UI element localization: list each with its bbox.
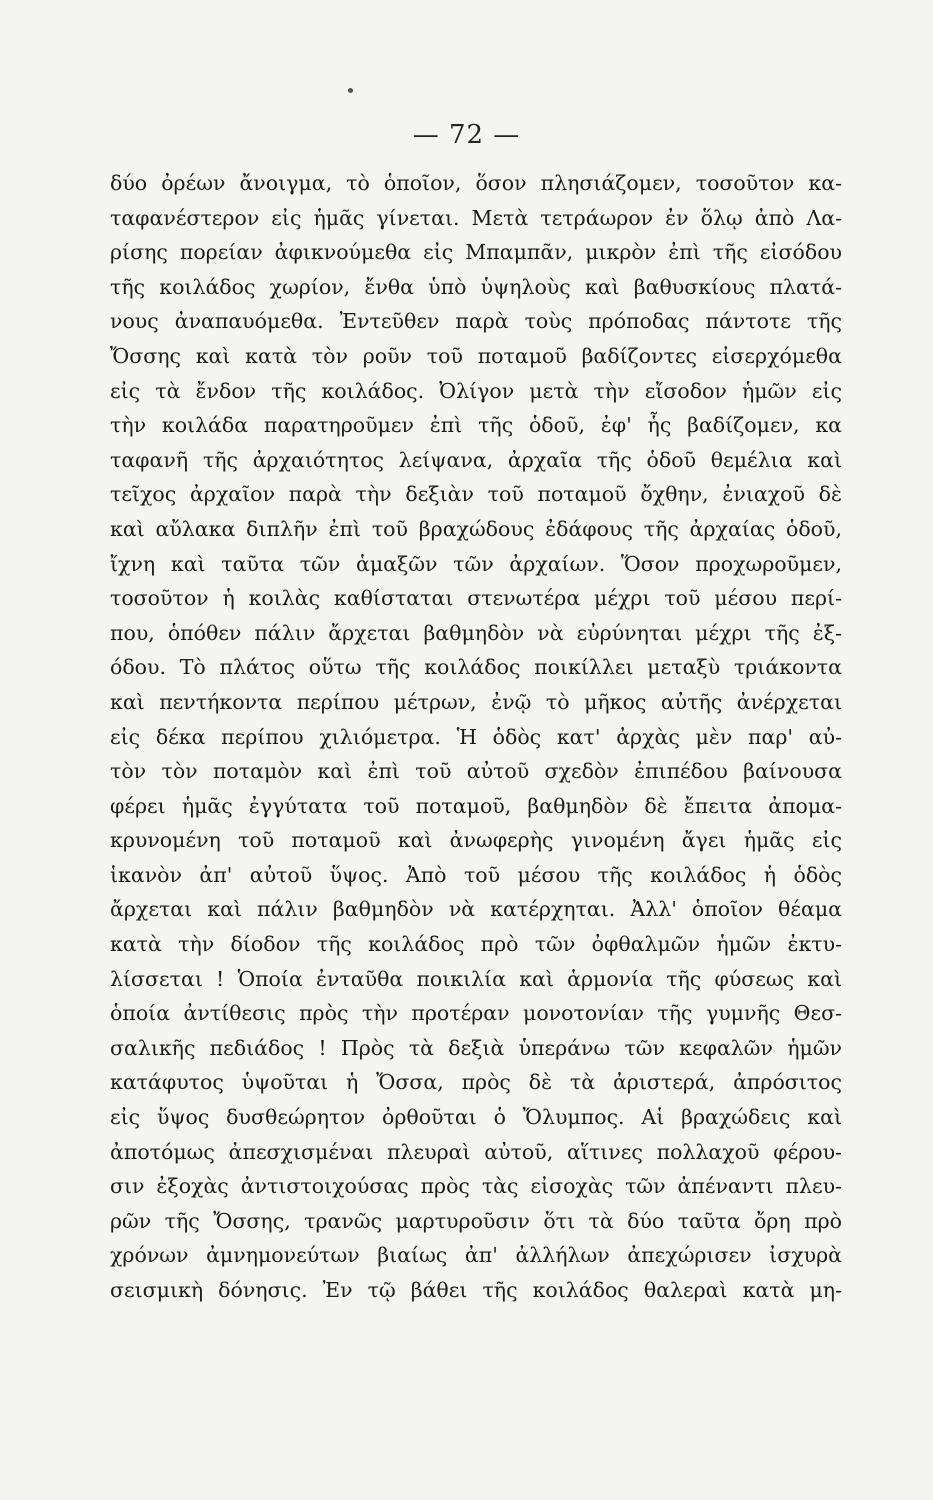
text-line: όδου. Τὸ πλάτος οὕτω τῆς κοιλάδος ποικίλλει μεταξὺ τριάκοντα (110, 655, 842, 680)
text-line: εἰς τὰ ἔνδον τῆς κοιλάδος. Ὀλίγον μετὰ τὴν εἴσοδον ἡμῶν εἰς (110, 378, 842, 403)
text-line: καὶ αὔλακα διπλῆν ἐπὶ τοῦ βραχώδους ἐδάφους τῆς ἀρχαίας ὁδοῦ, (110, 516, 842, 541)
text-line: ρίσης πορείαν ἀφικνούμεθα εἰς Μπαμπᾶν, μικρὸν ἐπὶ τῆς εἰσόδου (110, 240, 842, 265)
text-line: κατάφυτος ὑψοῦται ἡ Ὄσσα, πρὸς δὲ τὰ ἀριστερά, ἀπρόσιτος (110, 1070, 842, 1095)
text-line: ταφανέστερον εἰς ἡμᾶς γίνεται. Μετὰ τετράωρον ἐν ὅλῳ ἀπὸ Λα- (110, 205, 842, 230)
text-line: Ὄσσης καὶ κατὰ τὸν ροῦν τοῦ ποταμοῦ βαδίζοντες εἰσερχόμεθα (110, 343, 842, 368)
text-line: ρῶν τῆς Ὄσσης, τρανῶς μαρτυροῦσιν ὅτι τὰ δύο ταῦτα ὄρη πρὸ (110, 1208, 842, 1233)
body-text (110, 166, 842, 1308)
text-line: νους ἀναπαυόμεθα. Ἐντεῦθεν παρὰ τοὺς πρόποδας πάντοτε τῆς (110, 309, 842, 334)
ink-speck (348, 88, 353, 93)
text-line: σεισμικὴ δόνησις. Ἐν τῷ βάθει τῆς κοιλάδος θαλεραὶ κατὰ μη- (110, 1278, 842, 1302)
text-line: χρόνων ἀμνημονεύτων βιαίως ἀπ' ἀλλήλων ἀπεχώρισεν ἰσχυρὰ (110, 1243, 842, 1268)
text-line: κρυνομένη τοῦ ποταμοῦ καὶ ἀνωφερὴς γινομένη ἄγει ἡμᾶς εἰς (110, 828, 842, 853)
text-line: ἀποτόμως ἀπεσχισμέναι πλευραὶ αὐτοῦ, αἵτινες πολλαχοῦ φέρου- (110, 1139, 842, 1164)
text-line: εἰς ὕψος δυσθεώρητον ὀρθοῦται ὁ Ὄλυμπος. Αἱ βραχώδεις καὶ (110, 1105, 842, 1130)
text-line: που, ὁπόθεν πάλιν ἄρχεται βαθμηδὸν νὰ εὐρύνηται μέχρι τῆς ἐξ- (110, 620, 842, 645)
text-line: φέρει ἡμᾶς ἐγγύτατα τοῦ ποταμοῦ, βαθμηδὸν δὲ ἔπειτα ἀπομα- (110, 793, 842, 818)
text-line: ἄρχεται καὶ πάλιν βαθμηδὸν νὰ κατέρχηται. Ἀλλ' ὁποῖον θέαμα (110, 897, 842, 922)
text-line: ἱκανὸν ἀπ' αὐτοῦ ὕψος. Ἀπὸ τοῦ μέσου τῆς κοιλάδος ἡ ὁδὸς (110, 862, 842, 887)
text-line: δύο ὀρέων ἄνοιγμα, τὸ ὁποῖον, ὅσον πλησιάζομεν, τοσοῦτον κα- (110, 171, 842, 195)
text-line: τῆς κοιλάδος χωρίον, ἔνθα ὑπὸ ὑψηλοὺς καὶ βαθυσκίους πλατά- (110, 274, 842, 299)
text-line: κατὰ τὴν δίοδον τῆς κοιλάδος πρὸ τῶν ὀφθαλμῶν ἡμῶν ἐκτυ- (110, 932, 842, 957)
text-line: ὁποία ἀντίθεσις πρὸς τὴν προτέραν μονοτονίαν τῆς γυμνῆς Θεσ- (110, 1001, 842, 1026)
text-line: λίσσεται ! Ὁποία ἐνταῦθα ποικιλία καὶ ἁρμονία τῆς φύσεως καὶ (110, 966, 842, 991)
text-line: ταφανῆ τῆς ἀρχαιότητος λείψανα, ἀρχαῖα τῆς ὁδοῦ θεμέλια καὶ (110, 447, 842, 472)
text-line: τεῖχος ἀρχαῖον παρὰ τὴν δεξιὰν τοῦ ποταμοῦ ὄχθην, ἐνιαχοῦ δὲ (110, 482, 842, 507)
text-line: καὶ πεντήκοντα περίπου μέτρων, ἐνῷ τὸ μῆκος αὐτῆς ἀνέρχεται (110, 689, 842, 714)
text-line: σιν ἐξοχὰς ἀντιστοιχούσας πρὸς τὰς εἰσοχὰς τῶν ἀπέναντι πλευ- (110, 1174, 842, 1199)
text-line: ἴχνη καὶ ταῦτα τῶν ἁμαξῶν τῶν ἀρχαίων. Ὅσον προχωροῦμεν, (110, 551, 842, 576)
text-line: σαλικῆς πεδιάδος ! Πρὸς τὰ δεξιὰ ὑπεράνω τῶν κεφαλῶν ἡμῶν (110, 1035, 842, 1060)
text-line: τοσοῦτον ἡ κοιλὰς καθίσταται στενωτέρα μέχρι τοῦ μέσου περί- (110, 586, 842, 611)
text-line: τὴν κοιλάδα παρατηροῦμεν ἐπὶ τῆς ὁδοῦ, ἐφ' ἧς βαδίζομεν, κα (110, 413, 842, 438)
text-line: εἰς δέκα περίπου χιλιόμετρα. Ἡ ὁδὸς κατ' ἀρχὰς μὲν παρ' αὐ- (110, 724, 842, 749)
text-line: τὸν τὸν ποταμὸν καὶ ἐπὶ τοῦ αὐτοῦ σχεδὸν ἐπιπέδου βαίνουσα (110, 759, 842, 784)
page-number: — 72 — (412, 120, 521, 150)
